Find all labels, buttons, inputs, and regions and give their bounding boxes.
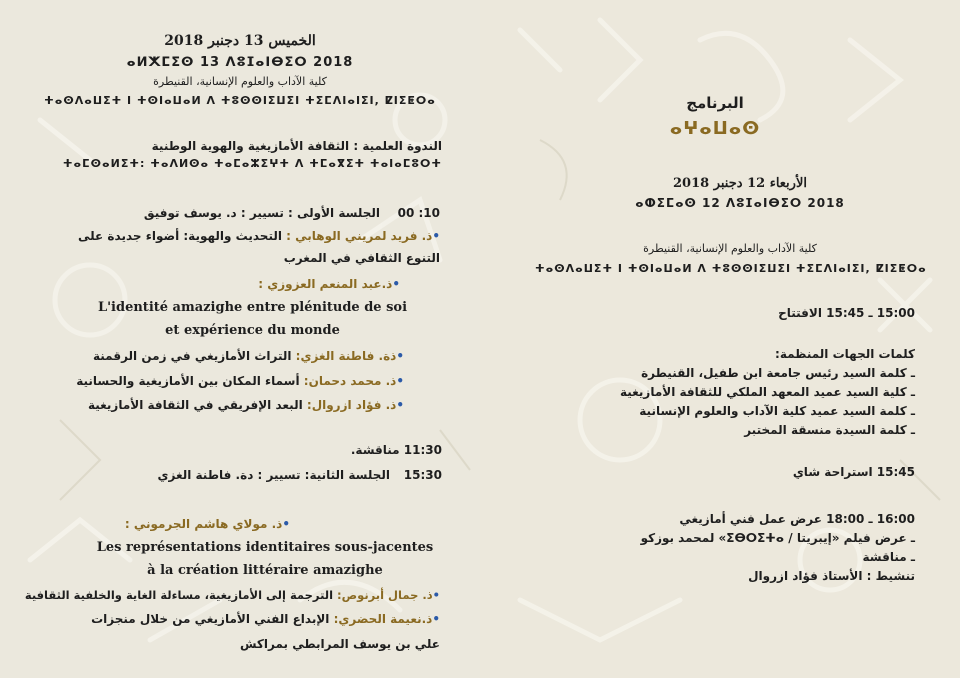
session1-time: 10: 00 [397,206,440,220]
session2-talk1: •ذ. مولاي هاشم الجرموني : [124,517,290,531]
art-show: 16:00 ـ 18:00 عرض عمل فني أمازيغي [679,512,915,526]
talk-title: التراث الأمازيغي في زمن الرقمنة [93,349,292,363]
talk-title: الإبداع الفني الأمازيغي من خلال منجزات [91,612,330,626]
film-screening: ـ عرض فيلم «إيبريتا / ⵉⴱⵔⵉⵜⴰ» لمحمد بوزكو [640,531,915,545]
speech-ircam-dean: ـ كلية السيد عميد المعهد الملكي للثقافة الأمازيغية [619,385,915,399]
date-tifinagh: ⴰⵀⵉⵎⴰⵙ 12 ⴷⵓⵊⴰⵏⴱⵉⵔ 2018 [635,196,845,210]
speaker-name: ذ. محمد دحمان: [303,374,397,388]
session1-talk4: •ذ. محمد دحمان: أسماء المكان بين الأمازيغية والحسانية [76,374,404,388]
session1-talk2: •ذ.عبد المنعم العزوزي : [258,277,400,291]
session1-talk1-title-line2: التنوع الثقافي في المغرب [283,251,440,265]
colloquium-title-arabic: الندوة العلمية : الثقافة الأمازيغية والهوية الوطنية [151,139,442,153]
speaker-name: ذ.عبد المنعم العزوزي : [258,277,393,291]
speaker-name: ذ. مولاي هاشم الجرموني : [124,517,283,531]
session2-talk3-title-line2: علي بن يوسف المرابطي بمراكش [239,637,440,651]
speaker-name: ذ. فؤاد ازروال: [306,398,397,412]
speeches-title: كلمات الجهات المنظمة: [775,347,915,361]
speaker-name: ذ. فريد لمريني الوهابي : [286,229,433,243]
session1-talk1: •ذ. فريد لمريني الوهابي : التحديث والهوية: أضواء جديدة على [78,229,440,243]
program-title-tifinagh: ⴰⵖⴰⵡⴰⵙ [669,118,761,139]
speaker-name: ذ.نعيمة الحضري: [333,612,433,626]
opening-session: 15:00 ـ 15:45 الافتتاح [778,306,915,320]
venue-arabic: كلية الآداب والعلوم الإنسانية، القنيطرة [153,75,327,88]
discussion: ـ مناقشة [862,550,915,564]
session2-title: الجلسة الثانية: تسيير : دة. فاطنة الغزي [157,468,390,482]
talk-title: الترجمة إلى الأمازيغية، مساءلة الغاية والخلفية الثقافية [24,588,334,602]
session2-time: 15:30 [403,468,442,482]
tea-break: 15:45 استراحة شاي [792,465,915,479]
speech-lab-coordinator: ـ كلمة السيدة منسقة المختبر [744,423,915,437]
colloquium-title-tifinagh: ⵜⴰⵎⵙⴰⵍⵉⵜ: ⵜⴰⴷⵍⵙⴰ ⵜⴰⵎⴰⵣⵉⵖⵜ ⴷ ⵜⵎⴰⴳⵉⵜ ⵜⴰⵏⴰⵎⵓⵔⵜ [62,157,442,170]
session1-talk2-french-line1: L'identité amazighe entre plénitude de soi [97,300,408,315]
session2-talk1-french-line2: à la création littéraire amazighe [147,563,383,578]
session1-talk3: •ذة. فاطنة الغزي: التراث الأمازيغي في زمن الرقمنة [93,349,404,363]
date-arabic: الخميس 13 دجنبر 2018 [164,33,316,49]
speaker-name: ذة. فاطنة الغزي: [295,349,397,363]
venue-arabic: كلية الآداب والعلوم الإنسانية، القنيطرة [643,242,817,255]
discussion-1130: 11:30 مناقشة. [350,443,442,457]
talk-title: البعد الإفريقي في الثقافة الأمازيغية [87,398,303,412]
session2-talk2: •ذ. جمال أبرنوص: الترجمة إلى الأمازيغية، مساءلة الغاية والخلفية الثقافية [24,588,440,602]
right-page [480,0,960,678]
session1-talk2-french-line2: et expérience du monde [165,323,340,338]
moderation: تنشيط : الأستاذ فؤاد ازروال [748,569,915,583]
speaker-name: ذ. جمال أبرنوص: [337,588,433,602]
talk-title: أسماء المكان بين الأمازيغية والحسانية [76,374,300,388]
program-title-arabic: البرنامج [686,94,744,112]
date-tifinagh: ⴰⵍⵅⵎⵉⵙ 13 ⴷⵓⵊⴰⵏⴱⵉⵔ 2018 [126,55,354,70]
session1-title: الجلسة الأولى : تسيير : د. يوسف توفيق [143,206,380,220]
venue-tifinagh: ⵜⴰⵙⴷⴰⵡⵉⵜ ⵏ ⵜⵙⵏⴰⵡⴰⵍ ⴷ ⵜⵓⵙⵙⵏⵉⵡⵉⵏ ⵜⵉⵎⴷⵏⴰⵏⵉⵏ, ⵇⵏⵉⵟⵔⴰ [44,94,436,107]
session2-talk1-french-line1: Les représentations identitaires sous-jacentes [96,540,434,555]
talk-title: التحديث والهوية: أضواء جديدة على [78,229,282,243]
date-arabic: الأربعاء 12 دجنبر 2018 [673,176,807,191]
session1-talk5: •ذ. فؤاد ازروال: البعد الإفريقي في الثقافة الأمازيغية [87,398,404,412]
session2-talk3: •ذ.نعيمة الحضري: الإبداع الفني الأمازيغي من خلال منجزات [91,612,440,626]
venue-tifinagh: ⵜⴰⵙⴷⴰⵡⵉⵜ ⵏ ⵜⵙⵏⴰⵡⴰⵍ ⴷ ⵜⵓⵙⵙⵏⵉⵡⵉⵏ ⵜⵉⵎⴷⵏⴰⵏⵉⵏ, ⵇⵏⵉⵟⵔⴰ [535,262,927,275]
speech-faculty-dean: ـ كلمة السيد عميد كلية الآداب والعلوم الإنسانية [639,404,915,418]
speech-university-president: ـ كلمة السيد رئيس جامعة ابن طفيل، القنيطرة [641,366,915,380]
